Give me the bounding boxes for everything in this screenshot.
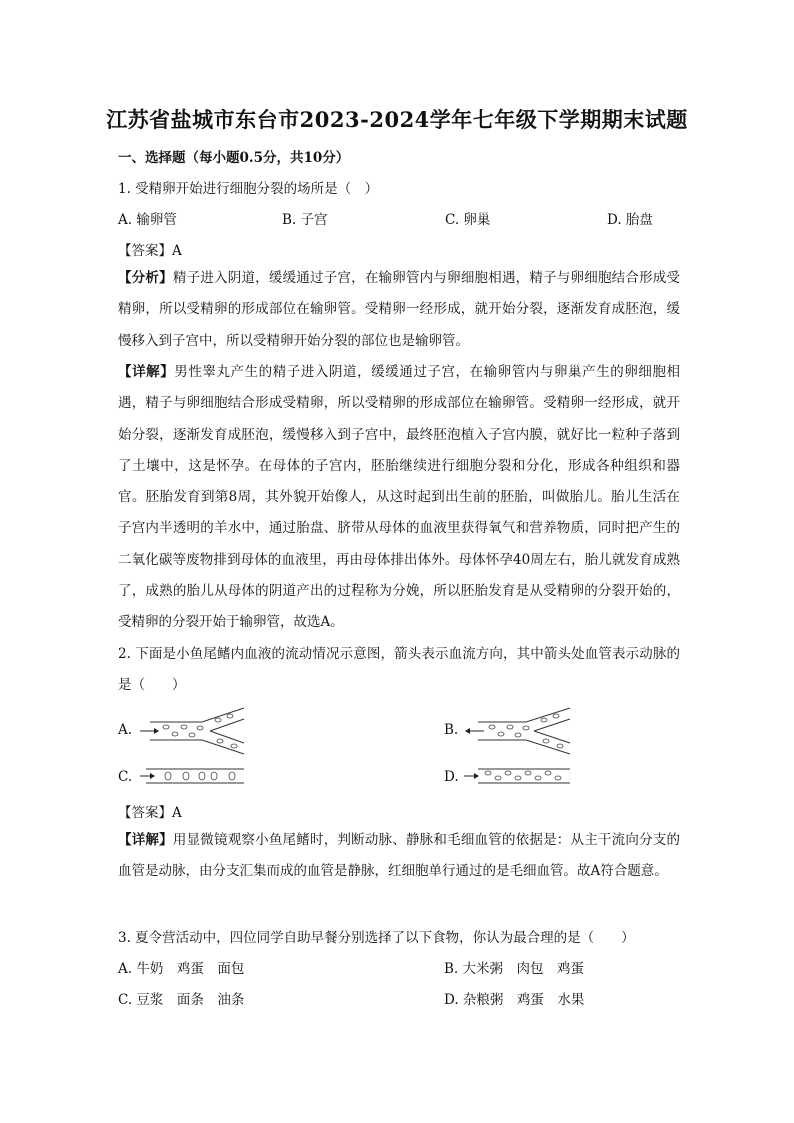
q2-label-a: A.: [118, 722, 133, 738]
q1-detail: [118, 357, 680, 639]
q2-detail: [118, 825, 680, 888]
q2-answer: 【答案】A: [118, 805, 182, 821]
q1-detail-text: 男性睾丸产生的精子进入阴道，缓缓通过子宫，在输卵管内与卵巢产生的卵细胞相遇，精子与卵细胞结合形成受精卵，所以受精卵的形成部位在输卵管。受精卵一经形成，就开始分裂，逐渐发育成胚泡，缓慢移入到子宫中，最终胚泡植入子宫内膜，就好比一粒种子落到了土壤中，这是怀孕。在母体的子宫内，胚胎继续进行细胞分裂和分化，形成各种组织和器官。胚胎发育到第8周，其外貌开始像人，从这时起到出生前的胚胎，叫做胎儿。胎儿生活在子宫内半透明的羊水中，通过胎盘、脐带从母体的血液里获得氧气和营养物质，同时把产生的二氧化碳等废物排到母体的血液里，再由母体排出体外。母体怀孕40周左右，胎儿就发育成熟了，成熟的胎儿从母体的阴道产出的过程称为分娩，所以胚胎发育是从受精卵的分裂开始的，受精卵的分裂开始于输卵管，故选A。: [118, 364, 681, 631]
section-heading: 一、选择题（每小题0.5分，共10分）: [118, 150, 350, 166]
q2-stem: 2. 下面是小鱼尾鳍内血液的流动情况示意图，箭头表示血流方向，其中箭头处血管表示动脉的是（ ）: [118, 646, 680, 694]
q3-option-a: A. 牛奶 鸡蛋 面包: [118, 961, 245, 977]
q2-label-d: D.: [444, 769, 459, 785]
q2-detail-tag: 【详解】: [118, 832, 173, 848]
q1-analysis-text: 精子进入阴道，缓缓通过子宫，在输卵管内与卵细胞相遇，精子与卵细胞结合形成受精卵，所以受精卵的形成部位在输卵管。受精卵一经形成，就开始分裂，逐渐发育成胚泡，缓慢移入到子宫中，所以受精卵开始分裂的部位也是输卵管。: [118, 270, 681, 349]
q1-detail-tag: 【详解】: [118, 364, 175, 380]
page-title: 江苏省盐城市东台市2023-2024学年七年级下学期期末试题: [106, 107, 688, 132]
q1-option-b: B. 子宫: [282, 212, 328, 228]
q1-answer: 【答案】A: [118, 243, 182, 259]
q2-label-c: C.: [118, 769, 133, 785]
q1-analysis: [118, 263, 680, 357]
q3-option-d: D. 杂粮粥 鸡蛋 水果: [444, 992, 585, 1008]
diagram-c-capillary: [140, 767, 244, 785]
q1-option-a: A. 输卵管: [118, 212, 177, 228]
q1-analysis-tag: 【分析】: [118, 270, 173, 286]
diagram-b-converging-vessel: [464, 708, 576, 754]
diagram-d-straight-vessel: [464, 767, 570, 785]
q1-option-d: D. 胎盘: [607, 212, 653, 228]
q1-option-c: C. 卵巢: [445, 212, 491, 228]
q1-stem: 1. 受精卵开始进行细胞分裂的场所是（ ）: [118, 181, 379, 197]
q3-option-b: B. 大米粥 肉包 鸡蛋: [444, 961, 585, 977]
q3-option-c: C. 豆浆 面条 油条: [118, 992, 245, 1008]
q2-label-b: B.: [444, 722, 459, 738]
q3-stem: 3. 夏令营活动中，四位同学自助早餐分别选择了以下食物，你认为最合理的是（ ）: [118, 930, 635, 946]
diagram-a-branching-vessel: [140, 708, 252, 754]
q2-detail-text: 用显微镜观察小鱼尾鳍时，判断动脉、静脉和毛细血管的依据是：从主干流向分支的血管是动脉，由分支汇集而成的血管是静脉，红细胞单行通过的是毛细血管。故A符合题意。: [118, 832, 681, 880]
